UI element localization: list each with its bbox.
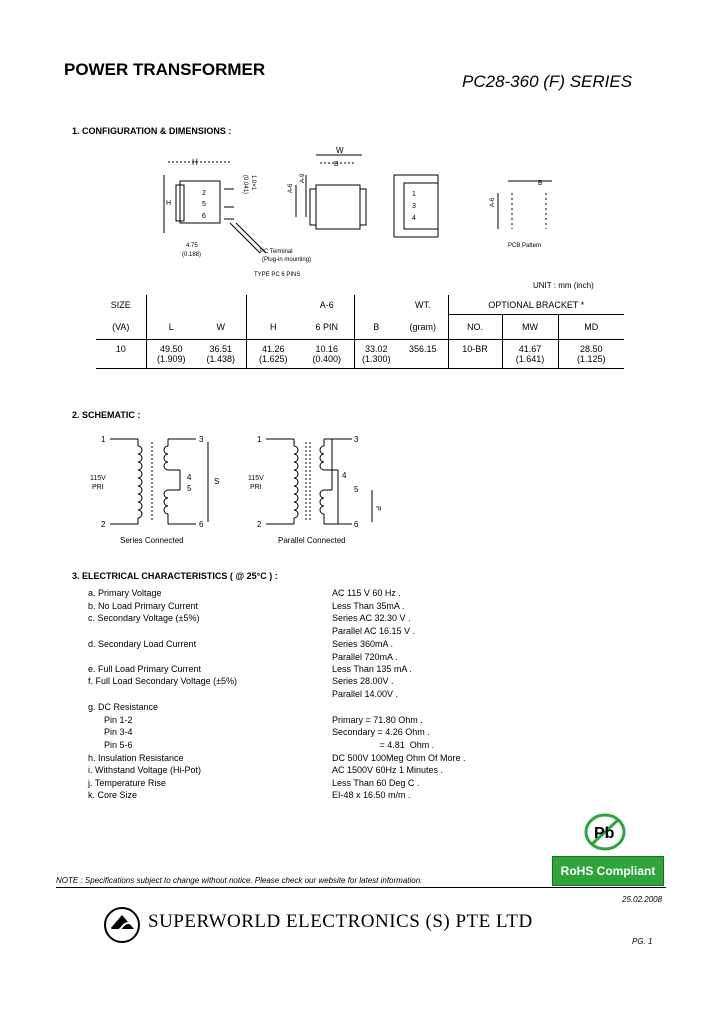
svg-text:6: 6 bbox=[202, 213, 206, 220]
th-va: (VA) bbox=[96, 315, 146, 340]
page-number: PG. 1 bbox=[632, 937, 653, 946]
svg-text:A-6: A-6 bbox=[490, 197, 496, 207]
spec-label: g. DC Resistance bbox=[88, 702, 159, 712]
svg-text:115V: 115V bbox=[90, 475, 106, 482]
spec-label: k. Core Size bbox=[88, 790, 138, 800]
rohs-badge: RoHS Compliant bbox=[552, 856, 664, 886]
svg-text:3: 3 bbox=[354, 435, 359, 444]
svg-text:TYPE PC 6 PINS: TYPE PC 6 PINS bbox=[254, 272, 301, 278]
footer-note: NOTE : Specifications subject to change without notice. Please check our website for latest information. bbox=[56, 876, 423, 885]
company-name: SUPERWORLD ELECTRONICS (S) PTE LTD bbox=[148, 911, 533, 932]
spec-value: = 4.81 Ohm . bbox=[332, 740, 435, 750]
th-a6: A-6 bbox=[319, 299, 334, 310]
svg-text:B: B bbox=[334, 161, 339, 168]
th-gram: (gram) bbox=[398, 315, 448, 340]
th-b: B bbox=[354, 315, 398, 340]
series-name: PC28-360 (F) SERIES bbox=[462, 72, 633, 91]
unit-label: UNIT : mm (inch) bbox=[533, 281, 594, 290]
dimension-drawings bbox=[150, 145, 570, 280]
spec-value: Less Than 35mA . bbox=[332, 601, 405, 611]
svg-text:3: 3 bbox=[412, 203, 416, 210]
pcb-pattern bbox=[490, 180, 552, 249]
svg-text:PC Terminal: PC Terminal bbox=[260, 249, 293, 255]
spec-value: Less Than 135 mA . bbox=[332, 664, 412, 674]
bottom-view bbox=[394, 175, 438, 237]
svg-text:4: 4 bbox=[342, 471, 347, 480]
svg-text:1: 1 bbox=[257, 435, 262, 444]
spec-label: i. Withstand Voltage (Hi-Pot) bbox=[88, 765, 202, 775]
front-view bbox=[164, 158, 311, 278]
spec-value: Parallel 14.00V . bbox=[332, 689, 399, 699]
svg-text:Series Connected: Series Connected bbox=[120, 536, 184, 545]
spec-value: DC 500V 100Meg Ohm Of More . bbox=[332, 753, 466, 763]
svg-text:PCB Pattern: PCB Pattern bbox=[508, 243, 542, 249]
spec-label: a. Primary Voltage bbox=[88, 588, 162, 598]
spec-label: b. No Load Primary Current bbox=[88, 601, 199, 611]
svg-text:2: 2 bbox=[257, 520, 262, 529]
page-title: POWER TRANSFORMER bbox=[64, 60, 266, 79]
th-h: H bbox=[246, 315, 300, 340]
spec-value: Series 360mA . bbox=[332, 639, 394, 649]
svg-text:6: 6 bbox=[199, 520, 204, 529]
side-view bbox=[288, 146, 366, 229]
th-no: NO. bbox=[448, 315, 502, 340]
svg-text:6: 6 bbox=[354, 520, 359, 529]
th-bracket: OPTIONAL BRACKET * bbox=[448, 295, 624, 315]
company-logo-icon bbox=[102, 905, 142, 945]
spec-label: Pin 3-4 bbox=[104, 727, 133, 737]
spec-value: EI-48 x 16.50 m/m . bbox=[332, 790, 411, 800]
spec-value: Series 28.00V . bbox=[332, 676, 394, 686]
svg-text:2: 2 bbox=[101, 520, 106, 529]
svg-text:1: 1 bbox=[412, 191, 416, 198]
svg-text:Parallel Connected: Parallel Connected bbox=[278, 536, 346, 545]
svg-text:115V: 115V bbox=[248, 475, 264, 482]
svg-text:3: 3 bbox=[199, 435, 204, 444]
spec-value: Series AC 32.30 V . bbox=[332, 613, 411, 623]
spec-value: AC 1500V 60Hz 1 Minutes . bbox=[332, 765, 444, 775]
pb-free-icon bbox=[582, 812, 628, 852]
doc-date: 25.02.2008 bbox=[622, 895, 663, 904]
th-mw: MW bbox=[502, 315, 558, 340]
svg-text:B: B bbox=[538, 180, 543, 187]
schematic-heading: 2. SCHEMATIC : bbox=[72, 410, 141, 420]
svg-text:P: P bbox=[374, 506, 381, 511]
svg-text:1: 1 bbox=[101, 435, 106, 444]
svg-text:PRI: PRI bbox=[250, 484, 262, 491]
th-6pin: 6 PIN bbox=[300, 315, 354, 340]
parallel-schematic bbox=[248, 435, 381, 545]
svg-text:5: 5 bbox=[354, 485, 359, 494]
spec-label: c. Secondary Voltage (±5%) bbox=[88, 613, 200, 623]
svg-text:Pb: Pb bbox=[594, 825, 615, 842]
th-wt: WT. bbox=[415, 299, 431, 310]
svg-text:1.0×1: 1.0×1 bbox=[250, 175, 256, 191]
svg-text:PRI: PRI bbox=[92, 484, 104, 491]
table-row: 10 49.50 36.51 41.26 10.16 33.02 356.15 10-BR 41.67 28.50 bbox=[96, 340, 624, 355]
spec-label: j. Temperature Rise bbox=[88, 778, 166, 788]
svg-text:5: 5 bbox=[187, 484, 192, 493]
spec-label: d. Secondary Load Current bbox=[88, 639, 197, 649]
dimension-table bbox=[96, 295, 624, 369]
spec-value: AC 115 V 60 Hz . bbox=[332, 588, 401, 598]
svg-text:4: 4 bbox=[412, 215, 416, 222]
svg-text:4.75: 4.75 bbox=[186, 243, 198, 249]
th-l: L bbox=[146, 315, 196, 340]
svg-text:2: 2 bbox=[202, 190, 206, 197]
th-md: MD bbox=[558, 315, 624, 340]
table-row: (1.909) (1.438) (1.625) (0.400) (1.300) (1.641) (1.125) bbox=[96, 354, 624, 369]
spec-label: h. Insulation Resistance bbox=[88, 753, 184, 763]
series-schematic bbox=[90, 435, 219, 545]
th-size: SIZE bbox=[110, 299, 131, 310]
svg-text:W: W bbox=[336, 146, 344, 155]
svg-text:A-9: A-9 bbox=[300, 173, 306, 183]
svg-text:4: 4 bbox=[187, 473, 192, 482]
electrical-heading: 3. ELECTRICAL CHARACTERISTICS ( @ 25°C ) : bbox=[72, 571, 278, 581]
config-heading: 1. CONFIGURATION & DIMENSIONS : bbox=[72, 126, 232, 136]
svg-text:S: S bbox=[214, 477, 220, 486]
spec-label: Pin 5-6 bbox=[104, 740, 133, 750]
spec-value: Less Than 60 Deg C . bbox=[332, 778, 420, 788]
svg-text:(Plug-in mounting): (Plug-in mounting) bbox=[262, 257, 312, 263]
svg-text:A-6: A-6 bbox=[288, 183, 294, 193]
svg-text:5: 5 bbox=[202, 201, 206, 208]
spec-label: f. Full Load Secondary Voltage (±5%) bbox=[88, 676, 238, 686]
svg-text:(0.188): (0.188) bbox=[182, 252, 202, 258]
svg-text:(0.041): (0.041) bbox=[242, 175, 248, 195]
dim-h-label: H bbox=[192, 158, 198, 167]
spec-value: Secondary = 4.26 Ohm . bbox=[332, 727, 430, 737]
spec-label: Pin 1-2 bbox=[104, 715, 133, 725]
spec-value: Primary = 71.80 Ohm . bbox=[332, 715, 423, 725]
th-w: W bbox=[196, 315, 246, 340]
spec-label: e. Full Load Primary Current bbox=[88, 664, 202, 674]
spec-value: Parallel 720mA . bbox=[332, 652, 398, 662]
schematic-diagrams bbox=[80, 428, 400, 553]
divider bbox=[56, 887, 666, 888]
svg-text:H: H bbox=[166, 200, 172, 207]
spec-value: Parallel AC 16.15 V . bbox=[332, 626, 416, 636]
